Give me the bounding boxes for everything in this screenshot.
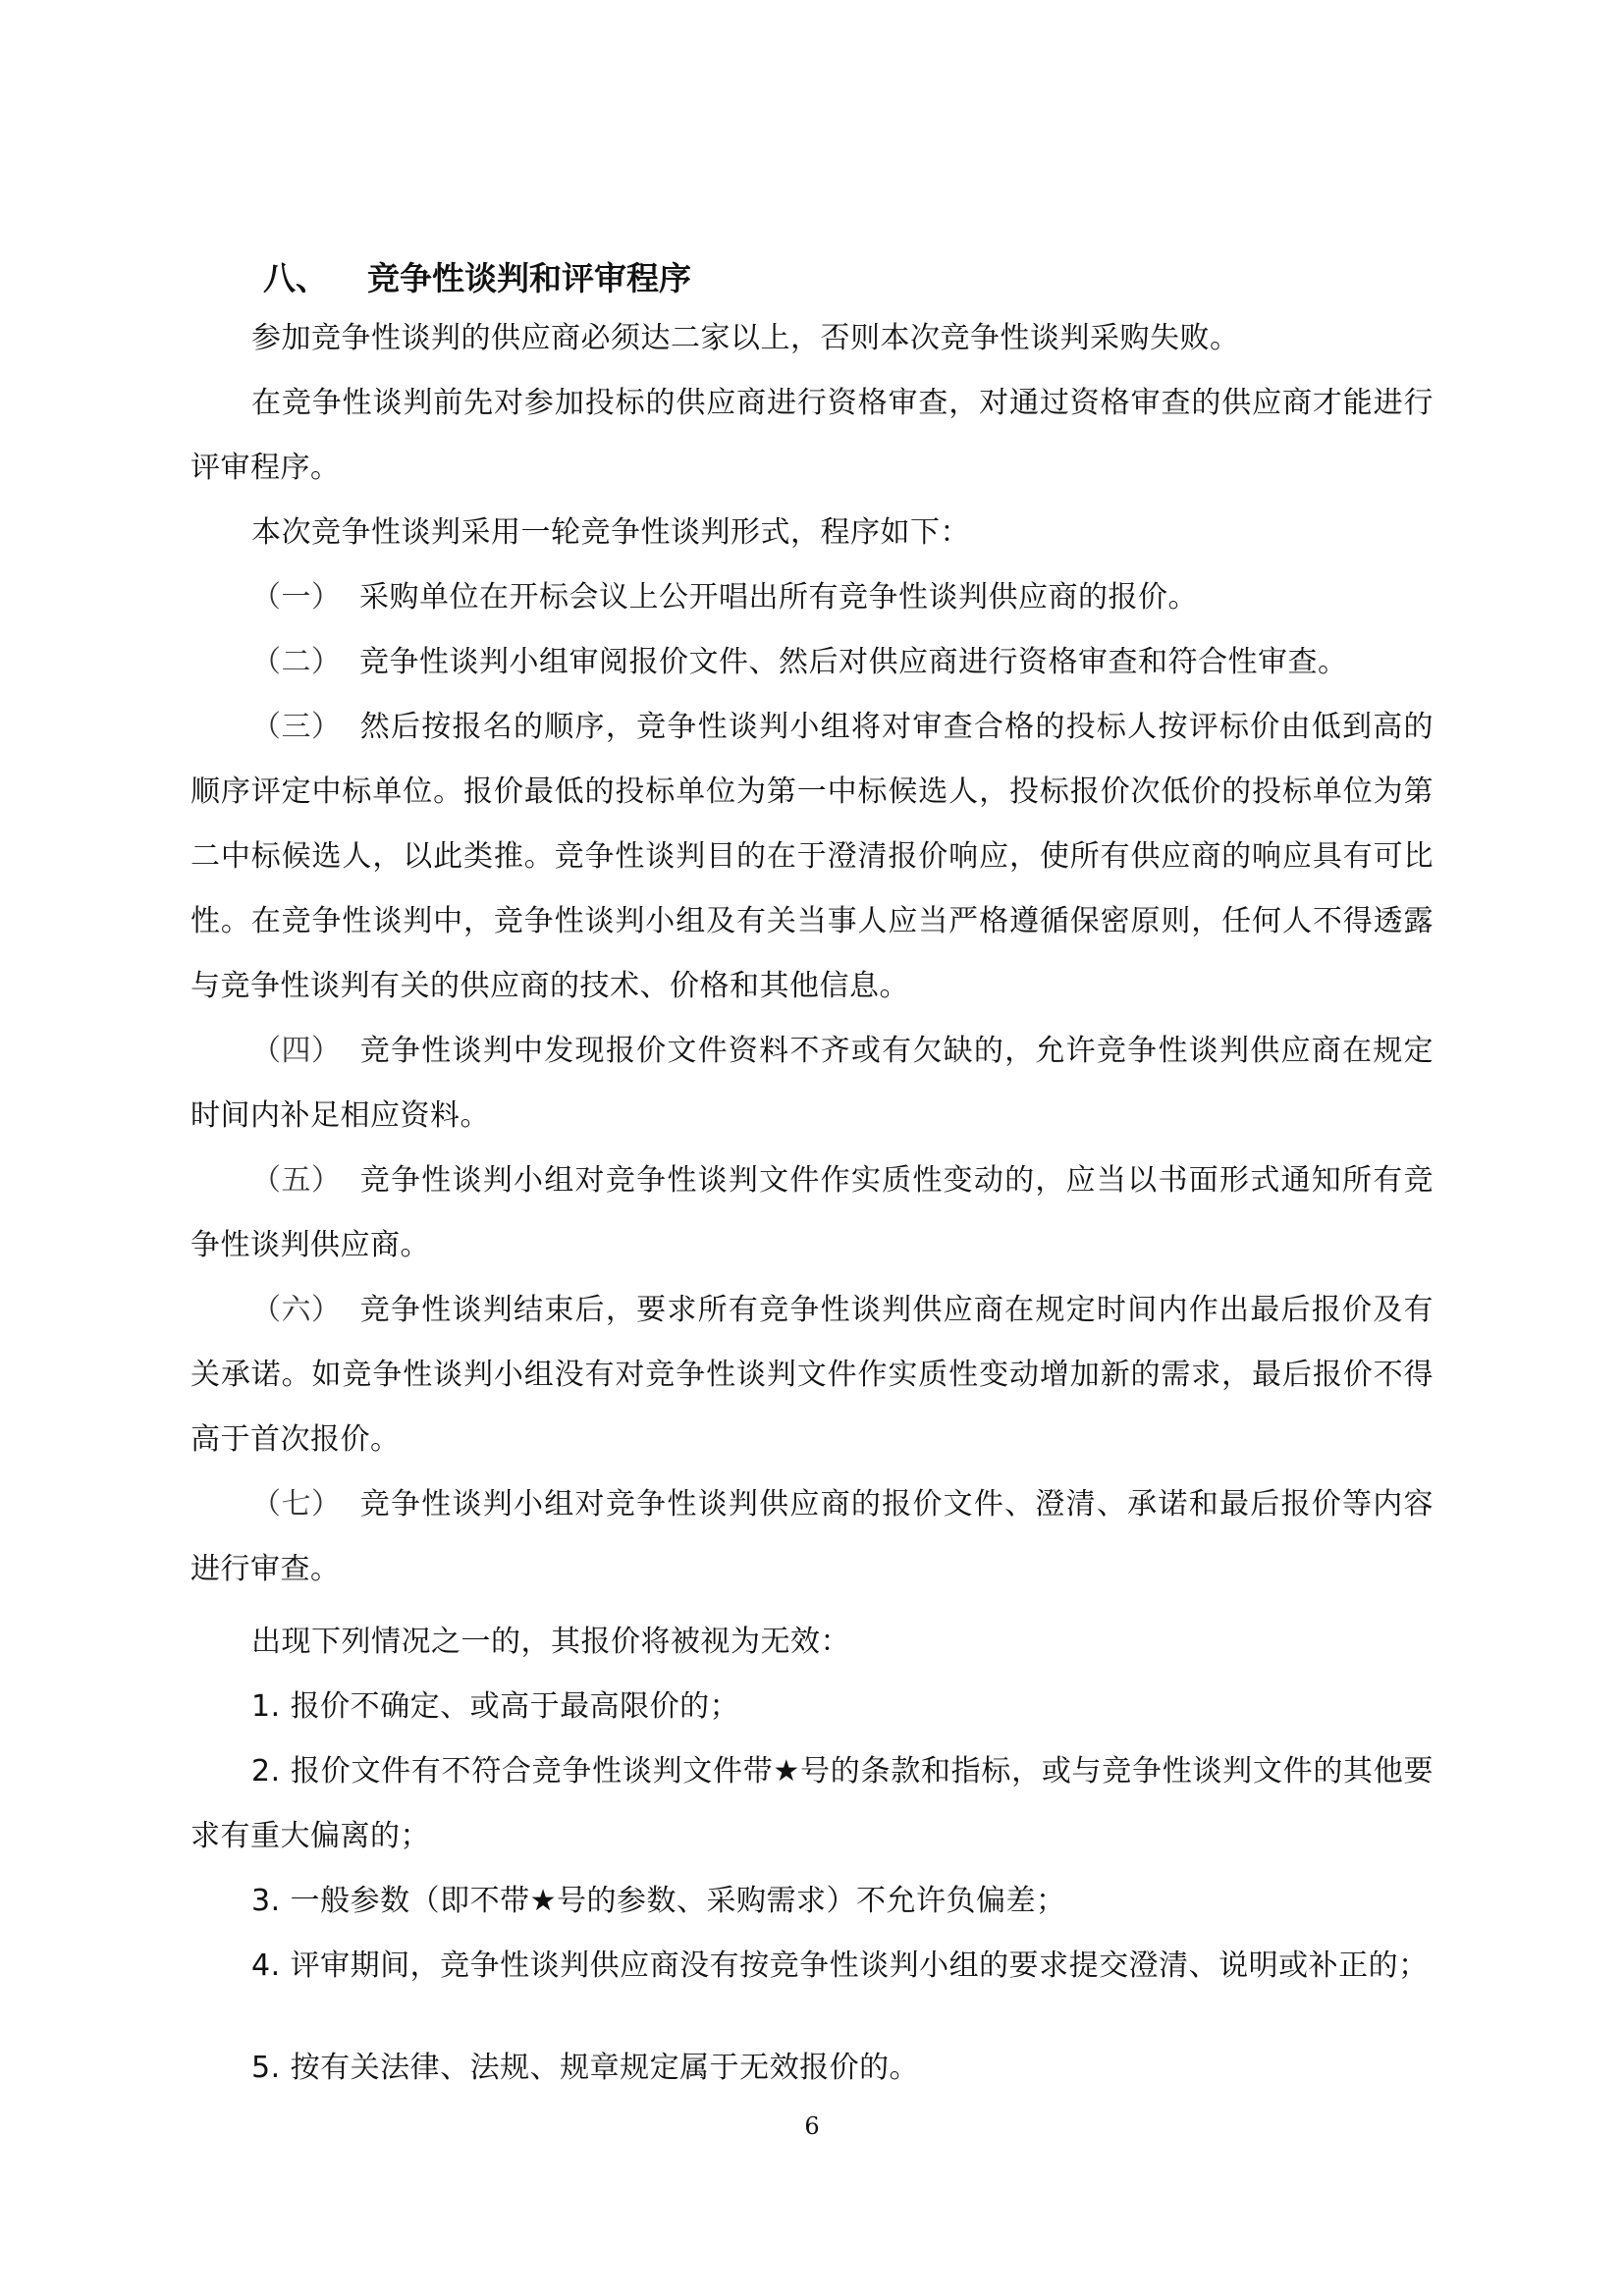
step-text: 竞争性谈判小组对竞争性谈判供应商的报价文件、澄清、承诺和最后报价等内容进行审查。 <box>190 1487 1434 1586</box>
step-text: 然后按报名的顺序，竞争性谈判小组将对审查合格的投标人按评标价由低到高的顺序评定中标单位。报价最低的投标单位为第一中标候选人，投标报价次低价的投标单位为第二中标候选人，以此类推。竞争性谈判目的在于澄清报价响应，使所有供应商的响应具有可比性。在竞争性谈判中，竞争性谈判小组及有关当事人应当严格遵循保密原则，任何人不得透露与竞争性谈判有关的供应商的技术、价格和其他信息。 <box>190 710 1434 1003</box>
step-text: 竞争性谈判中发现报价文件资料不齐或有欠缺的，允许竞争性谈判供应商在规定时间内补足相应资料。 <box>190 1034 1434 1133</box>
step-marker: （五） <box>251 1163 342 1198</box>
step-text: 竞争性谈判小组对竞争性谈判文件作实质性变动的，应当以书面形式通知所有竞争性谈判供应商。 <box>190 1163 1434 1262</box>
step-marker: （二） <box>251 645 342 679</box>
page-number: 6 <box>804 2112 820 2140</box>
step-marker: （六） <box>251 1293 342 1327</box>
procedure-step <box>190 695 1434 1019</box>
step-marker: （七） <box>251 1487 342 1522</box>
invalid-item: 1. 报价不确定、或高于最高限价的； <box>251 1689 740 1724</box>
invalid-item: 3. 一般参数（即不带★号的参数、采购需求）不允许负偏差； <box>251 1884 1066 1918</box>
step-text: 采购单位在开标会议上公开唱出所有竞争性谈判供应商的报价。 <box>359 580 1198 614</box>
procedure-step <box>190 1278 1434 1472</box>
paragraph: 本次竞争性谈判采用一轮竞争性谈判形式，程序如下： <box>251 515 970 550</box>
invalid-item: 5. 按有关法律、法规、规章规定属于无效报价的。 <box>251 2051 920 2085</box>
step-text: 竞争性谈判小组审阅报价文件、然后对供应商进行资格审查和符合性审查。 <box>359 645 1348 679</box>
paragraph: 在竞争性谈判前先对参加投标的供应商进行资格审查，对通过资格审查的供应商才能进行评审程序。 <box>190 386 1434 485</box>
invalid-intro: 出现下列情况之一的，其报价将被视为无效： <box>251 1625 850 1659</box>
procedure-step <box>190 1148 1434 1278</box>
section-heading <box>263 259 691 298</box>
procedure-step <box>190 1019 1434 1148</box>
procedure-step <box>190 565 1434 630</box>
step-marker: （一） <box>251 580 342 614</box>
procedure-step <box>190 630 1434 695</box>
procedure-step <box>190 1472 1434 1602</box>
section-number: 八、 <box>263 259 328 297</box>
invalid-item: 4. 评审期间，竞争性谈判供应商没有按竞争性谈判小组的要求提交澄清、说明或补正的； <box>251 1949 1429 1983</box>
step-marker: （三） <box>251 710 342 744</box>
step-marker: （四） <box>251 1034 342 1068</box>
paragraph: 参加竞争性谈判的供应商必须达二家以上，否则本次竞争性谈判采购失败。 <box>251 321 1240 355</box>
invalid-item: 2. 报价文件有不符合竞争性谈判文件带★号的条款和指标，或与竞争性谈判文件的其他要求有重大偏离的； <box>190 1754 1434 1853</box>
section-title: 竞争性谈判和评审程序 <box>367 259 691 297</box>
step-text: 竞争性谈判结束后，要求所有竞争性谈判供应商在规定时间内作出最后报价及有关承诺。如竞争性谈判小组没有对竞争性谈判文件作实质性变动增加新的需求，最后报价不得高于首次报价。 <box>190 1293 1434 1457</box>
